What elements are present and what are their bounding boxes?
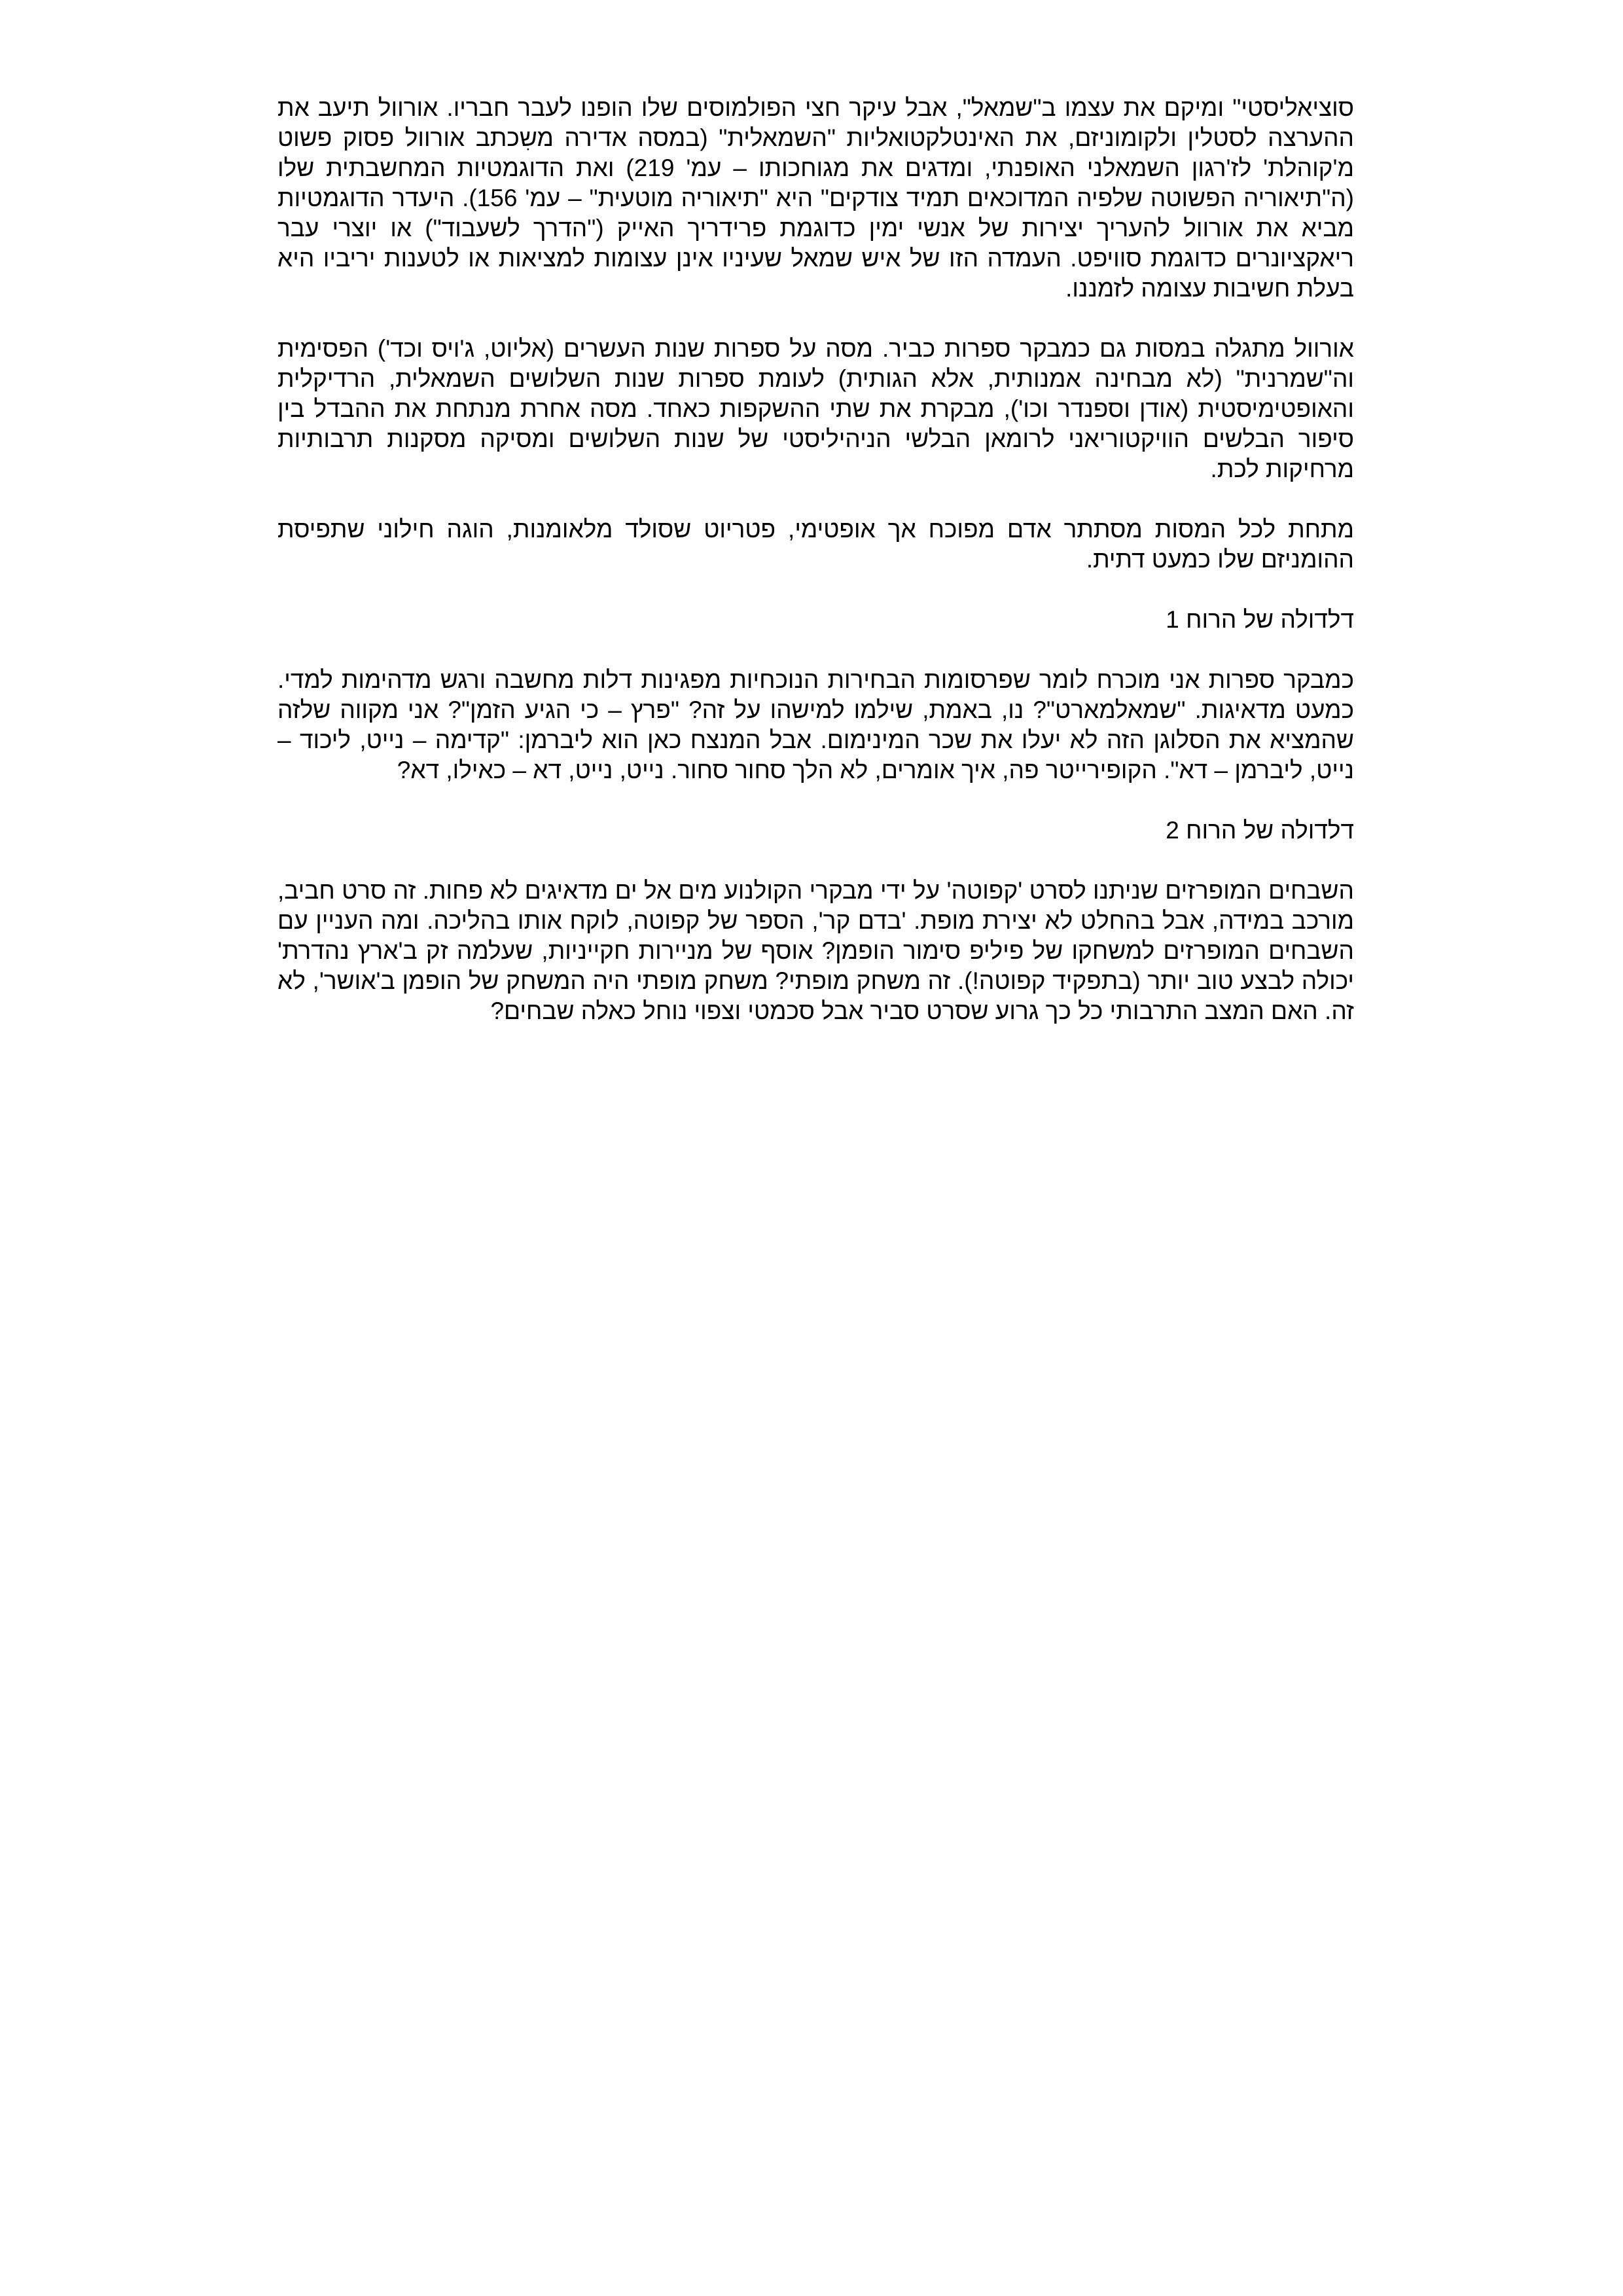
document-page: [277, 93, 1354, 1056]
paragraph-orwell-politics: סוציאליסטי" ומיקם את עצמו ב"שמאל", אבל עיקר חצי הפולמוסים שלו הופנו לעבר חבריו. אורוול תיעב את ההערצה לסטלין ולקומוניזם, את האינטלקטואליות "השמאלית" (במסה אדירה משִכתב אורוול פסוק פשוט מ'קוהלת' לז'רגון השמאלני האופנתי, ומדגים את מגוחכותו – עמ' 219) ואת הדוגמטיות המחשבתית שלו (ה"תיאוריה הפשוטה שלפיה המדוכאים תמיד צודקים" היא "תיאוריה מוטעית" – עמ' 156). היעדר הדוגמטיות מביא את אורוול להעריך יצירות של אנשי ימין כדוגמת פרידריך האייק ("הדרך לשעבוד") או יוצרי עבר ריאקציונרים כדוגמת סוויפט. העמדה הזו של איש שמאל שעיניו אינן עצומות למציאות או לטענות יריביו היא בעלת חשיבות עצומה לזמננו.: [277, 94, 1354, 302]
section-heading-2: דלדולה של הרוח 2: [1166, 817, 1354, 844]
paragraph-capote-film: השבחים המופרזים שניתנו לסרט 'קפוטה' על ידי מבקרי הקולנוע מים אל ים מדאיגים לא פחות. זה סרט חביב, מורכב במידה, אבל בהחלט לא יצירת מופת. 'בדם קר', הספר של קפוטה, לוקח אותו בהליכה. ומה העניין עם השבחים המופרזים למשחקו של פיליפ סימור הופמן? אוסף של מניירות חקייניות, שעלמה זק ב'ארץ נהדרת' יכולה לבצע טוב יותר (בתפקיד קפוטה!). זה משחק מופתי? משחק מופתי היה המשחק של הופמן ב'אושר', לא זה. האם המצב התרבותי כל כך גרוע שסרט סביר אבל סכמטי וצפוי נוחל כאלה שבחים?: [277, 877, 1354, 1024]
paragraph-orwell-summary: מתחת לכל המסות מסתתר אדם מפוכח אך אופטימי, פטריוט שסולד מלאומנות, הוגה חילוני שתפיסת ההומניזם שלו כמעט דתית.: [277, 516, 1354, 573]
paragraph-election-ads: כמבקר ספרות אני מוכרח לומר שפרסומות הבחירות הנוכחיות מפגינות דלות מחשבה ורגש מדהימות למדי. כמעט מדאיגות. "שמאלמארט"? נו, באמת, שילמו למישהו על זה? "פרץ – כי הגיע הזמן"? אני מקווה שלזה שהמציא את הסלוגן הזה לא יעלו את שכר המינימום. אבל המנצח כאן הוא ליברמן: "קדימה – נייט, ליכוד – נייט, ליברמן – דא". הקופירייטר פה, איך אומרים, לא הלך סחור סחור. נייט, נייט, דא – כאילו, דא?: [277, 666, 1354, 783]
section-heading-1: דלדולה של הרוח 1: [1166, 606, 1354, 633]
paragraph-orwell-literary-critic: אורוול מתגלה במסות גם כמבקר ספרות כביר. מסה על ספרות שנות העשרים (אליוט, ג'ויס וכד') הפסימית וה"שמרנית" (לא מבחינה אמנותית, אלא הגותית) לעומת ספרות שנות השלושים השמאלית, הרדיקלית והאופטימיסטית (אודן וספנדר וכו'), מבקרת את שתי ההשקפות כאחד. מסה אחרת מנתחת את ההבדל בין סיפור הבלשים הוויקטוריאני לרומאן הבלשי הניהיליסטי של שנות השלושים ומסיקה מסקנות תרבותיות מרחיקות לכת.: [277, 335, 1354, 482]
